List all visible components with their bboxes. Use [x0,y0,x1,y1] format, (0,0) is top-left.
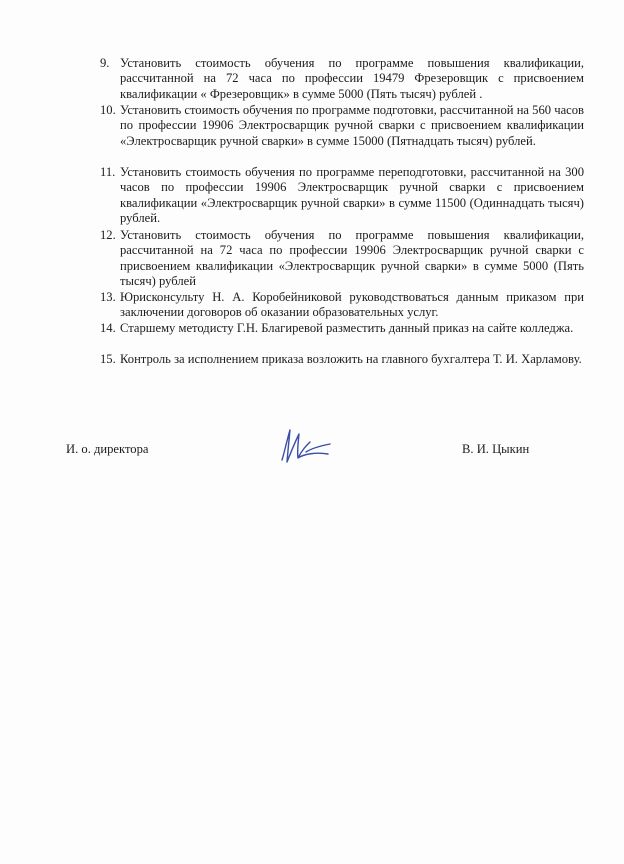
item-number: 15. [100,352,116,366]
signatory-title: И. о. директора [66,442,149,456]
order-item-13 [100,290,584,321]
item-number: 14. [100,321,116,335]
handwritten-signature [276,422,334,468]
signature-block [0,436,624,476]
order-item-10 [100,103,584,149]
item-number: 13. [100,290,116,304]
item-text: Контроль за исполнением приказа возложить на главного бухгалтера Т. И. Харламову. [120,352,582,366]
signatory-name: В. И. Цыкин [462,442,530,456]
order-item-15 [100,352,584,367]
order-item-9 [100,56,584,102]
item-text: Установить стоимость обучения по программе повышения квалификации, рассчитанной на 72 часа по профессии 19906 Электросварщик ручной сварки с присвоением квалификации «Электросварщик ручной сварки» в сумме 5000 (Пять тысяч) рублей [120,228,584,289]
item-text: Установить стоимость обучения по программе подготовки, рассчитанной на 560 часов по профессии 19906 Электросварщик ручной сварки с присвоением квалификации «Электросварщик ручной сварки» в сумме 15000 (Пятнадцать тысяч) рублей. [120,103,584,148]
order-item-14 [100,321,584,336]
item-text: Установить стоимость обучения по программе переподготовки, рассчитанной на 300 часов по профессии 19906 Электросварщик ручной сварки с присвоением квалификации «Электросварщик ручной сварки» в сумме 11500 (Одиннадцать тысяч) рублей. [120,165,584,226]
item-text: Старшему методисту Г.Н. Благиревой разместить данный приказ на сайте колледжа. [120,321,574,335]
item-number: 11. [100,165,116,179]
item-text: Юрисконсульту Н. А. Коробейниковой руководствоваться данным приказом при заключении договоров об оказании образовательных услуг. [120,290,584,320]
item-number: 9. [100,56,110,70]
item-number: 10. [100,103,116,117]
order-item-12 [100,228,584,290]
item-text: Установить стоимость обучения по программе повышения квалификации, рассчитанной на 72 часа по профессии 19479 Фрезеровщик с присвоением квалификации « Фрезеровщик» в сумме 5000 (Пять тысяч) рублей . [120,56,584,101]
order-item-11 [100,165,584,227]
item-number: 12. [100,228,116,242]
